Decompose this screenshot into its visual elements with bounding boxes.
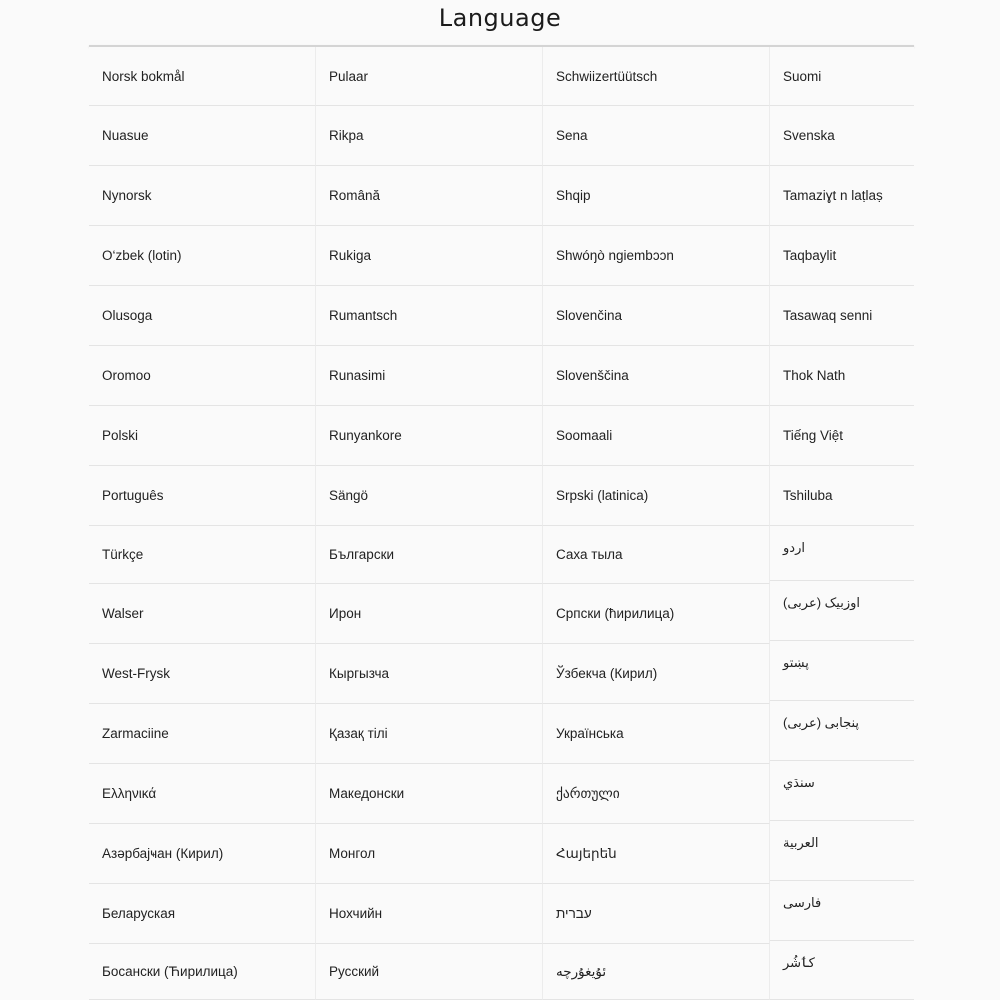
language-option[interactable]: Shqip [543, 166, 770, 226]
language-option[interactable]: Українська [543, 704, 770, 764]
language-option[interactable]: Soomaali [543, 406, 770, 466]
language-option[interactable]: Olusoga [89, 286, 316, 346]
language-option[interactable]: Tshiluba [770, 466, 914, 526]
language-column-1 [89, 47, 316, 1000]
language-option[interactable]: Tasawaq senni [770, 286, 914, 346]
language-option[interactable]: Нохчийн [316, 884, 543, 944]
language-option[interactable]: Shwóŋò ngiembɔɔn [543, 226, 770, 286]
language-option[interactable]: Slovenščina [543, 346, 770, 406]
language-option[interactable]: پښتو [770, 641, 914, 701]
language-option[interactable]: Қазақ тілі [316, 704, 543, 764]
language-option[interactable]: West-Frysk [89, 644, 316, 704]
language-option[interactable]: Suomi [770, 47, 914, 106]
language-option[interactable]: Rikpa [316, 106, 543, 166]
language-option[interactable]: Հայերեն [543, 824, 770, 884]
language-option[interactable]: Română [316, 166, 543, 226]
language-option[interactable]: Ирон [316, 584, 543, 644]
language-option[interactable]: Български [316, 526, 543, 584]
language-option[interactable]: Slovenčina [543, 286, 770, 346]
language-option[interactable]: Кыргызча [316, 644, 543, 704]
language-option[interactable]: ئۇيغۇرچە [543, 944, 770, 1000]
language-option[interactable]: Schwiizertüütsch [543, 47, 770, 106]
language-option[interactable]: Polski [89, 406, 316, 466]
page-title: Language [438, 4, 562, 32]
language-option[interactable]: Nuasue [89, 106, 316, 166]
language-option[interactable]: Македонски [316, 764, 543, 824]
language-option[interactable]: Sena [543, 106, 770, 166]
language-option[interactable]: Rukiga [316, 226, 543, 286]
header [0, 0, 1000, 44]
language-option[interactable]: Rumantsch [316, 286, 543, 346]
language-option[interactable]: Runyankore [316, 406, 543, 466]
language-option[interactable]: Srpski (latinica) [543, 466, 770, 526]
language-option[interactable]: Svenska [770, 106, 914, 166]
language-option[interactable]: Oromoo [89, 346, 316, 406]
language-option[interactable]: اوزبیک (عربی) [770, 581, 914, 641]
language-column-4 [770, 47, 914, 1000]
language-option[interactable]: ქართული [543, 764, 770, 824]
language-option[interactable]: Русский [316, 944, 543, 1000]
language-option[interactable]: پنجابی (عربی) [770, 701, 914, 761]
language-option[interactable]: Саха тыла [543, 526, 770, 584]
language-option[interactable]: Беларуская [89, 884, 316, 944]
language-option[interactable]: Zarmaciine [89, 704, 316, 764]
language-option[interactable]: Walser [89, 584, 316, 644]
language-option[interactable]: اردو [770, 526, 914, 581]
language-option[interactable]: Српски (ћирилица) [543, 584, 770, 644]
language-option[interactable]: Tiếng Việt [770, 406, 914, 466]
language-option[interactable]: Tamaziɣt n laṭlaṣ [770, 166, 914, 226]
language-option[interactable]: سنڌي [770, 761, 914, 821]
language-option[interactable]: العربية [770, 821, 914, 881]
language-option[interactable]: Nynorsk [89, 166, 316, 226]
language-option[interactable]: Ελληνικά [89, 764, 316, 824]
language-option[interactable]: Português [89, 466, 316, 526]
language-option[interactable]: کٲشُر [770, 941, 914, 1000]
language-option[interactable]: Taqbaylit [770, 226, 914, 286]
language-option[interactable]: Pulaar [316, 47, 543, 106]
language-option[interactable]: Thok Nath [770, 346, 914, 406]
language-option[interactable]: עברית [543, 884, 770, 944]
language-option[interactable]: O‘zbek (lotin) [89, 226, 316, 286]
language-option[interactable]: Азәрбајҹан (Кирил) [89, 824, 316, 884]
language-option[interactable]: Монгол [316, 824, 543, 884]
language-grid [89, 47, 914, 1000]
language-option[interactable]: Sängö [316, 466, 543, 526]
language-option[interactable]: Norsk bokmål [89, 47, 316, 106]
language-column-3 [543, 47, 770, 1000]
language-option[interactable]: Türkçe [89, 526, 316, 584]
language-option[interactable]: فارسی [770, 881, 914, 941]
language-column-2 [316, 47, 543, 1000]
language-option[interactable]: Ўзбекча (Кирил) [543, 644, 770, 704]
language-option[interactable]: Runasimi [316, 346, 543, 406]
language-option[interactable]: Босански (Ћирилица) [89, 944, 316, 1000]
